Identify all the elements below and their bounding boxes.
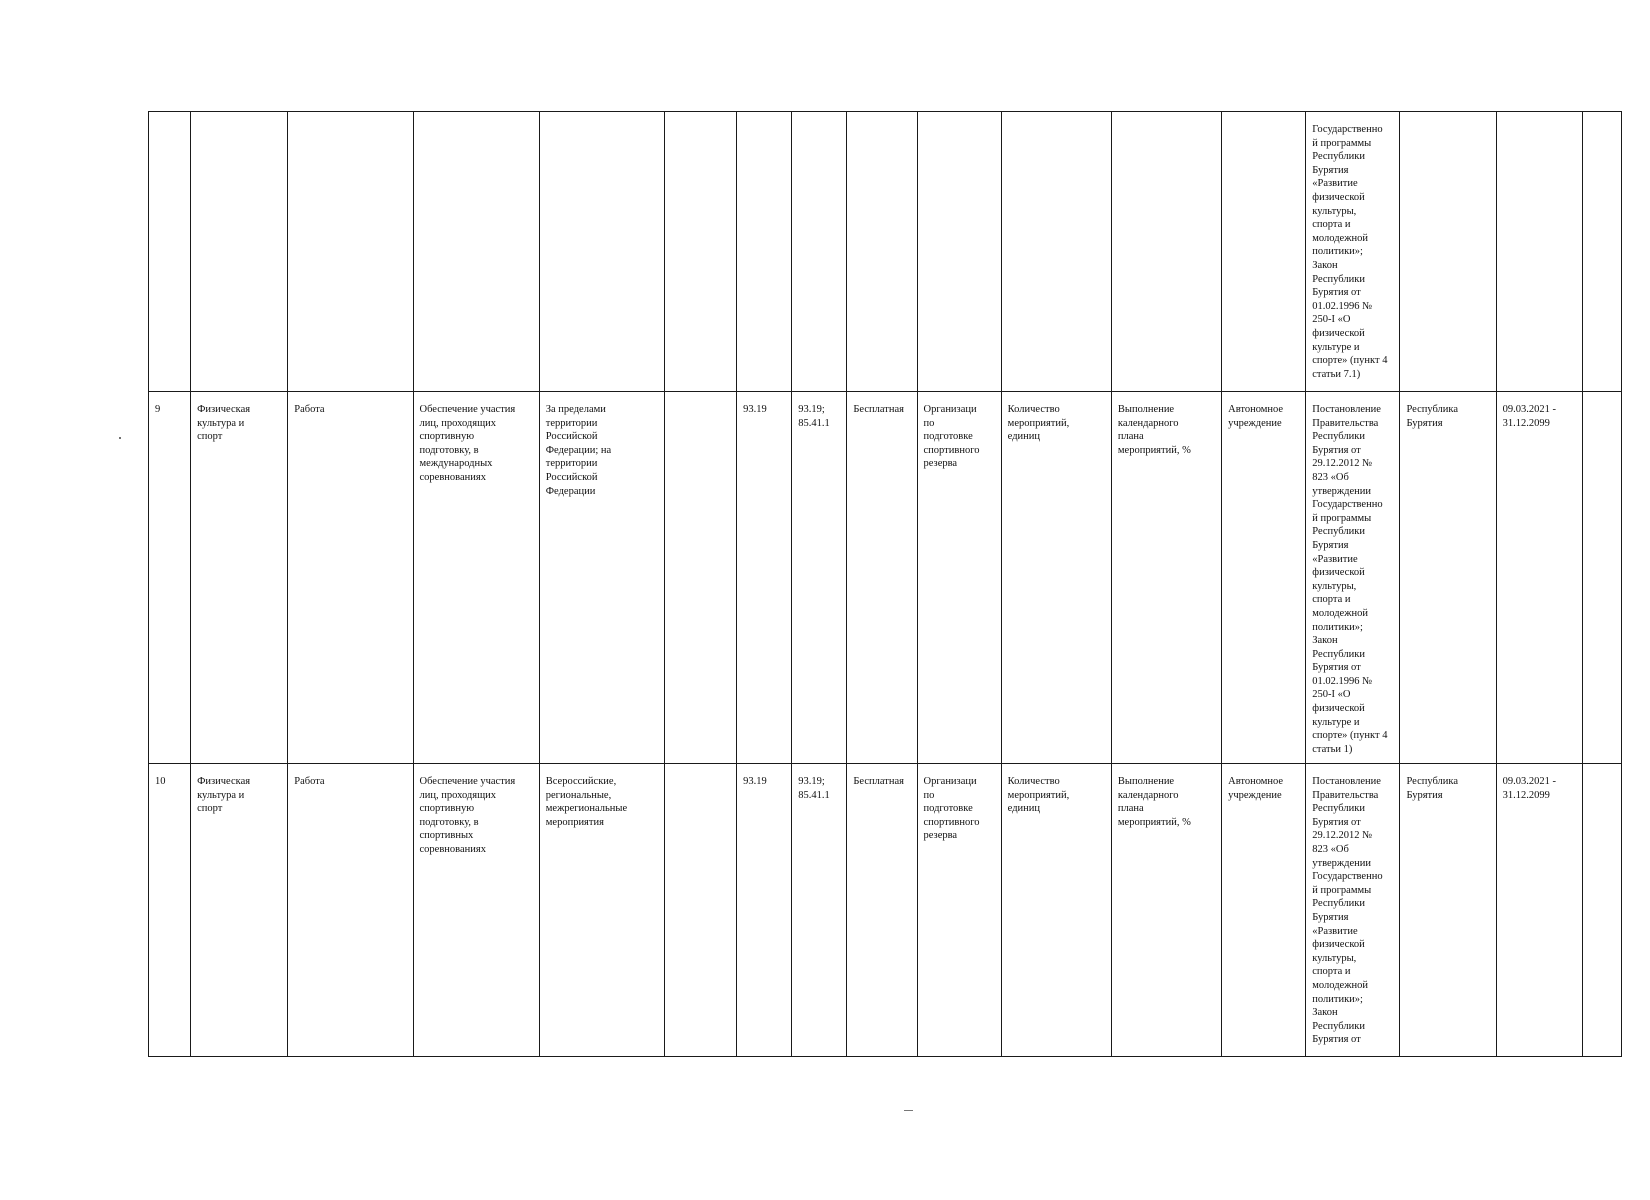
cell-okved: 93.19 (737, 392, 792, 764)
cell-number: 9 (149, 392, 191, 764)
cell-number: 10 (149, 764, 191, 1057)
cell-quality-indicator: Выполнение календарного плана мероприятий, % (1111, 764, 1221, 1057)
cell-volume-indicator: Количество мероприятий, единиц (1001, 392, 1111, 764)
cell-type: Работа (288, 764, 413, 1057)
cell-content: За пределами территории Российской Федерации; на территории Российской Федерации (539, 392, 664, 764)
cell-okved-codes (792, 112, 847, 392)
cell-quality-indicator (1111, 112, 1221, 392)
cell-sphere: Физическая культура и спорт (191, 764, 288, 1057)
cell-payment: Бесплатная (847, 764, 917, 1057)
cell-okved-codes: 93.19; 85.41.1 (792, 764, 847, 1057)
cell-name: Обеспечение участия лиц, проходящих спортивную подготовку, в спортивных соревнованиях (413, 764, 539, 1057)
cell-institution-type (1222, 112, 1306, 392)
cell-last (1582, 112, 1621, 392)
cell-name: Обеспечение участия лиц, проходящих спортивную подготовку, в международных соревнованиях (413, 392, 539, 764)
cell-content: Всероссийские, региональные, межрегиональные мероприятия (539, 764, 664, 1057)
table-row-10 (149, 764, 1622, 1057)
cell-last (1582, 764, 1621, 1057)
table-row-9 (149, 392, 1622, 764)
cell-region (1400, 112, 1496, 392)
table-row-continuation (149, 112, 1622, 392)
cell-region: Республика Бурятия (1400, 392, 1496, 764)
cell-period (1496, 112, 1582, 392)
cell-name (413, 112, 539, 392)
cell-blank (665, 764, 737, 1057)
cell-blank (665, 112, 737, 392)
cell-institution-type: Автономное учреждение (1222, 764, 1306, 1057)
scan-speck (119, 437, 121, 439)
cell-consumer: Организаци по подготовке спортивного резерва (917, 764, 1001, 1057)
cell-consumer (917, 112, 1001, 392)
cell-last (1582, 392, 1621, 764)
services-registry-table (148, 111, 1622, 1057)
cell-payment: Бесплатная (847, 392, 917, 764)
cell-institution-type: Автономное учреждение (1222, 392, 1306, 764)
cell-region: Республика Бурятия (1400, 764, 1496, 1057)
cell-period: 09.03.2021 - 31.12.2099 (1496, 764, 1582, 1057)
cell-okved (737, 112, 792, 392)
cell-sphere (191, 112, 288, 392)
cell-type (288, 112, 413, 392)
cell-volume-indicator (1001, 112, 1111, 392)
cell-type: Работа (288, 392, 413, 764)
cell-volume-indicator: Количество мероприятий, единиц (1001, 764, 1111, 1057)
cell-number (149, 112, 191, 392)
cell-content (539, 112, 664, 392)
cell-legal-basis: Государственно й программы Республики Бурятия «Развитие физической культуры, спорта и молодежной политики»; Закон Республики Бурятия от 01.02.1996 № 250-I «О физической культуре и спорте» (пункт 4 статьи 7.1) (1306, 112, 1400, 392)
cell-consumer: Организаци по подготовке спортивного резерва (917, 392, 1001, 764)
cell-payment (847, 112, 917, 392)
cell-blank (665, 392, 737, 764)
cell-legal-basis: Постановление Правительства Республики Бурятия от 29.12.2012 № 823 «Об утверждении Государственно й программы Республики Бурятия «Развитие физической культуры, спорта и молодежной политики»; Закон Республики Бурятия от 01.02.1996 № 250-I «О физической культуре и спорте» (пункт 4 статьи 1) (1306, 392, 1400, 764)
cell-sphere: Физическая культура и спорт (191, 392, 288, 764)
scan-speck-dash (904, 1110, 913, 1111)
cell-okved-codes: 93.19; 85.41.1 (792, 392, 847, 764)
cell-period: 09.03.2021 - 31.12.2099 (1496, 392, 1582, 764)
cell-okved: 93.19 (737, 764, 792, 1057)
cell-quality-indicator: Выполнение календарного плана мероприятий, % (1111, 392, 1221, 764)
cell-legal-basis: Постановление Правительства Республики Бурятия от 29.12.2012 № 823 «Об утверждении Государственно й программы Республики Бурятия «Развитие физической культуры, спорта и молодежной политики»; Закон Республики Бурятия от (1306, 764, 1400, 1057)
